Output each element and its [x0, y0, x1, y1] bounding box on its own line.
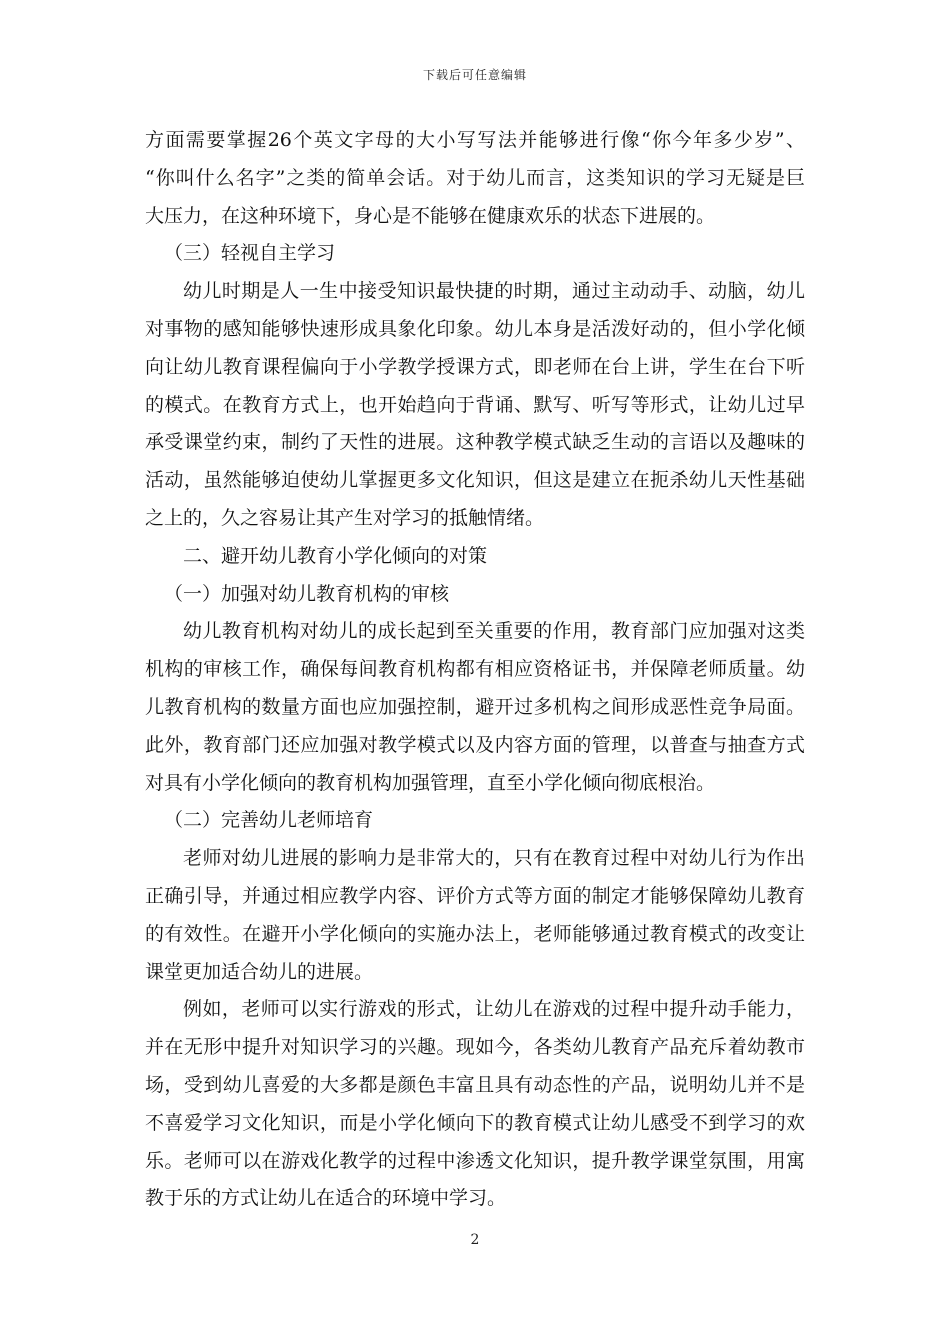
subsection-heading: （一）加强对幼儿教育机构的审核 — [164, 582, 450, 605]
paragraph-continuation — [145, 122, 805, 235]
section-heading: （三）轻视自主学习 — [164, 242, 336, 265]
text-line: 例如，老师可以实行游戏的形式，让幼儿在游戏的过程中提升动手能力， — [183, 998, 805, 1021]
text-line: 课堂更加适合幼儿的进展。 — [145, 960, 374, 983]
text-line: 儿教育机构的数量方面也应加强控制，避开过多机构之间形成恶性竞争局面。 — [145, 695, 805, 718]
paragraph — [145, 991, 805, 1218]
text-line: 大压力，在这种环境下，身心是不能够在健康欢乐的状态下进展的。 — [145, 204, 716, 227]
text-line: 正确引导，并通过相应教学内容、评价方式等方面的制定才能够保障幼儿教育 — [145, 884, 805, 907]
text-line: 场，受到幼儿喜爱的大多都是颜色丰富且具有动态性的产品，说明幼儿并不是 — [145, 1073, 805, 1096]
text-line: 此外，教育部门还应加强对教学模式以及内容方面的管理，以普查与抽查方式 — [145, 733, 805, 756]
paragraph — [145, 613, 805, 802]
text-line: 并在无形中提升对知识学习的兴趣。现如今，各类幼儿教育产品充斥着幼教市 — [145, 1036, 805, 1059]
text-line: 幼儿教育机构对幼儿的成长起到至关重要的作用，教育部门应加强对这类 — [183, 620, 805, 643]
text-line: 之上的，久之容易让其产生对学习的抵触情绪。 — [145, 506, 545, 529]
text-line: 对具有小学化倾向的教育机构加强管理，直至小学化倾向彻底根治。 — [145, 771, 716, 794]
document-body — [145, 122, 805, 1218]
subsection-heading: （二）完善幼儿老师培育 — [164, 809, 374, 832]
page-header: 下载后可任意编辑 — [422, 68, 527, 82]
text-line: 乐。老师可以在游戏化教学的过程中渗透文化知识，提升教学课堂氛围，用寓 — [145, 1149, 805, 1172]
section-heading: 二、避开幼儿教育小学化倾向的对策 — [183, 544, 488, 567]
text-line: 方面需要掌握26个英文字母的大小写写法并能够进行像“你今年多少岁”、 — [145, 129, 805, 151]
text-line: 教于乐的方式让幼儿在适合的环境中学习。 — [145, 1187, 507, 1210]
text-line: 机构的审核工作，确保每间教育机构都有相应资格证书，并保障老师质量。幼 — [145, 658, 805, 681]
text-line: 活动，虽然能够迫使幼儿掌握更多文化知识，但这是建立在扼杀幼儿天性基础 — [145, 469, 805, 492]
text-line: 不喜爱学习文化知识，而是小学化倾向下的教育模式让幼儿感受不到学习的欢 — [145, 1111, 805, 1134]
text-line: 承受课堂约束，制约了天性的进展。这种教学模式缺乏生动的言语以及趣味的 — [145, 431, 805, 454]
paragraph — [145, 273, 805, 538]
text-line: 老师对幼儿进展的影响力是非常大的，只有在教育过程中对幼儿行为作出 — [183, 847, 805, 870]
page-number: 2 — [470, 1232, 480, 1248]
text-line: 对事物的感知能够快速形成具象化印象。幼儿本身是活泼好动的，但小学化倾 — [145, 317, 805, 340]
text-line: “你叫什么名字”之类的简单会话。对于幼儿而言，这类知识的学习无疑是巨 — [145, 166, 805, 189]
text-line: 幼儿时期是人一生中接受知识最快捷的时期，通过主动动手、动脑，幼儿 — [183, 280, 805, 303]
text-line: 的有效性。在避开小学化倾向的实施办法上，老师能够通过教育模式的改变让 — [145, 922, 805, 945]
text-line: 的模式。在教育方式上，也开始趋向于背诵、默写、听写等形式，让幼儿过早 — [145, 393, 805, 416]
paragraph — [145, 840, 805, 991]
text-line: 向让幼儿教育课程偏向于小学教学授课方式，即老师在台上讲，学生在台下听 — [145, 355, 805, 378]
